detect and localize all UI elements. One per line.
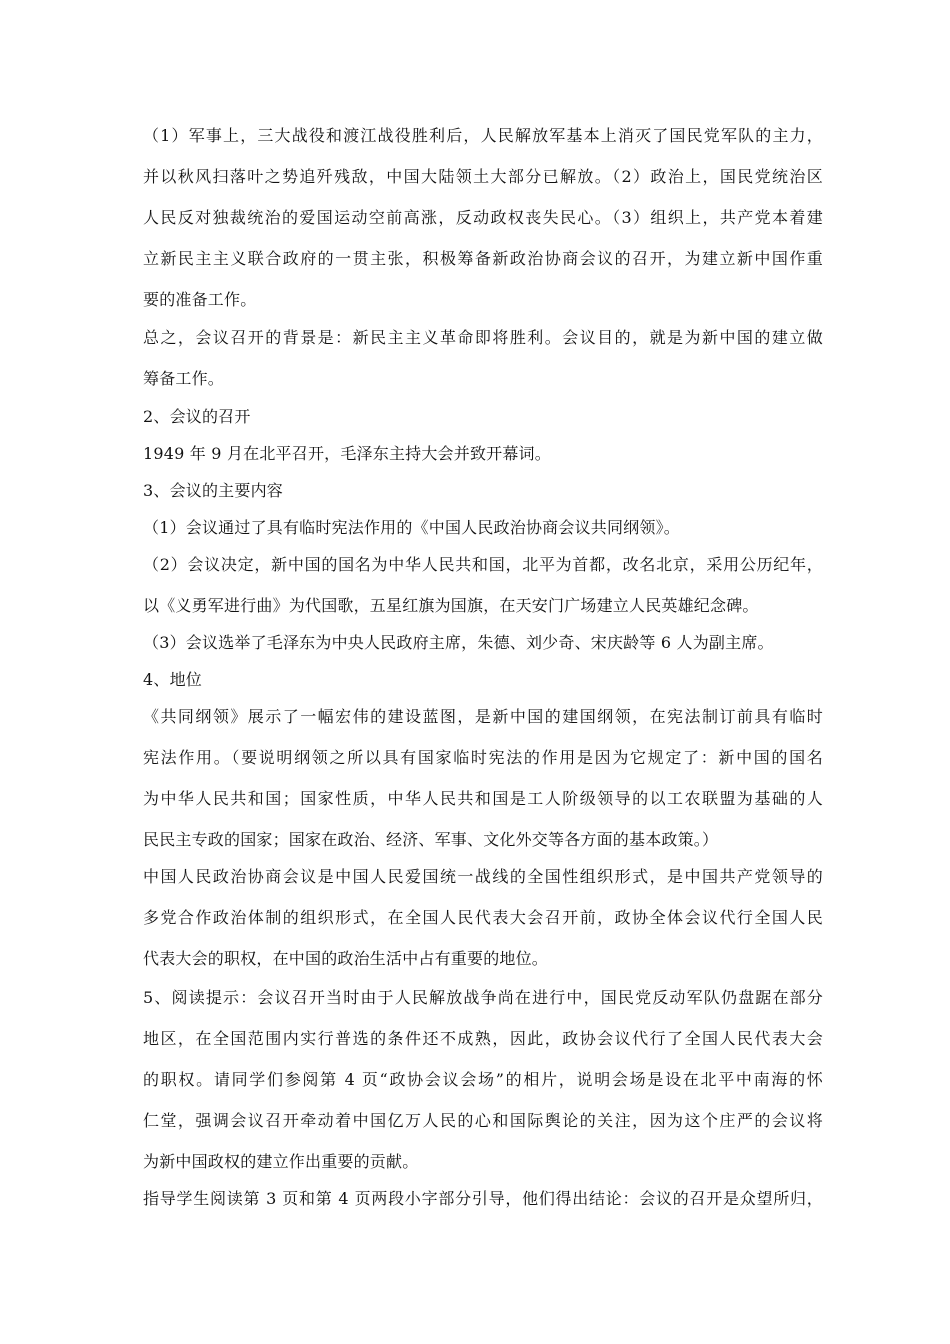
paragraph-line: 总之，会议召开的背景是：新民主主义革命即将胜利。会议目的，就是为新中国的建立做 — [143, 328, 823, 347]
paragraph-line: 人民反对独裁统治的爱国运动空前高涨，反动政权丧失民心。（3）组织上，共产党本着建 — [143, 208, 823, 227]
section-heading: 4、地位 — [143, 670, 202, 689]
paragraph-line: 5、阅读提示：会议召开当时由于人民解放战争尚在进行中，国民党反动军队仍盘踞在部分 — [143, 988, 823, 1007]
paragraph-line: 的职权。请同学们参阅第 4 页“政协会议会场”的相片，说明会场是设在北平中南海的怀 — [143, 1070, 823, 1089]
paragraph-line: 立新民主主义联合政府的一贯主张，积极筹备新政治协商会议的召开，为建立新中国作重 — [143, 249, 823, 268]
paragraph-line: 多党合作政治体制的组织形式，在全国人民代表大会召开前，政协全体会议代行全国人民 — [143, 908, 823, 927]
paragraph-line: （1）军事上，三大战役和渡江战役胜利后，人民解放军基本上消灭了国民党军队的主力， — [143, 126, 823, 145]
paragraph-line: 并以秋风扫落叶之势追歼残敌，中国大陆领土大部分已解放。（2）政治上，国民党统治区 — [143, 167, 823, 186]
paragraph-line: 1949 年 9 月在北平召开，毛泽东主持大会并致开幕词。 — [143, 444, 551, 463]
paragraph-line: 以《义勇军进行曲》为代国歌，五星红旗为国旗，在天安门广场建立人民英雄纪念碑。 — [143, 596, 759, 615]
paragraph-line: 指导学生阅读第 3 页和第 4 页两段小字部分引导，他们得出结论：会议的召开是众望所归， — [143, 1189, 823, 1208]
paragraph-line: 筹备工作。 — [143, 369, 225, 388]
section-heading: 2、会议的召开 — [143, 407, 251, 426]
paragraph-line: 中国人民政治协商会议是中国人民爱国统一战线的全国性组织形式，是中国共产党领导的 — [143, 867, 823, 886]
paragraph-line: 为新中国政权的建立作出重要的贡献。 — [143, 1152, 419, 1171]
paragraph-line: （1）会议通过了具有临时宪法作用的《中国人民政治协商会议共同纲领》。 — [143, 518, 680, 537]
paragraph-line: 要的准备工作。 — [143, 290, 257, 309]
paragraph-line: 代表大会的职权，在中国的政治生活中占有重要的地位。 — [143, 949, 549, 968]
paragraph-line: 仁堂，强调会议召开牵动着中国亿万人民的心和国际舆论的关注，因为这个庄严的会议将 — [143, 1111, 823, 1130]
paragraph-line: 民民主专政的国家；国家在政治、经济、军事、文化外交等各方面的基本政策。） — [143, 830, 719, 849]
paragraph-line: 宪法作用。（要说明纲领之所以具有国家临时宪法的作用是因为它规定了：新中国的国名 — [143, 748, 823, 767]
paragraph-line: 《共同纲领》展示了一幅宏伟的建设蓝图，是新中国的建国纲领，在宪法制订前具有临时 — [143, 707, 823, 726]
paragraph-line: 为中华人民共和国；国家性质，中华人民共和国是工人阶级领导的以工农联盟为基础的人 — [143, 789, 823, 808]
section-heading: 3、会议的主要内容 — [143, 481, 283, 500]
paragraph-line: （2）会议决定，新中国的国名为中华人民共和国，北平为首都，改名北京，采用公历纪年， — [143, 555, 823, 574]
paragraph-line: 地区，在全国范围内实行普选的条件还不成熟，因此，政协会议代行了全国人民代表大会 — [143, 1029, 823, 1048]
paragraph-line: （3）会议选举了毛泽东为中央人民政府主席，朱德、刘少奇、宋庆龄等 6 人为副主席。 — [143, 633, 774, 652]
